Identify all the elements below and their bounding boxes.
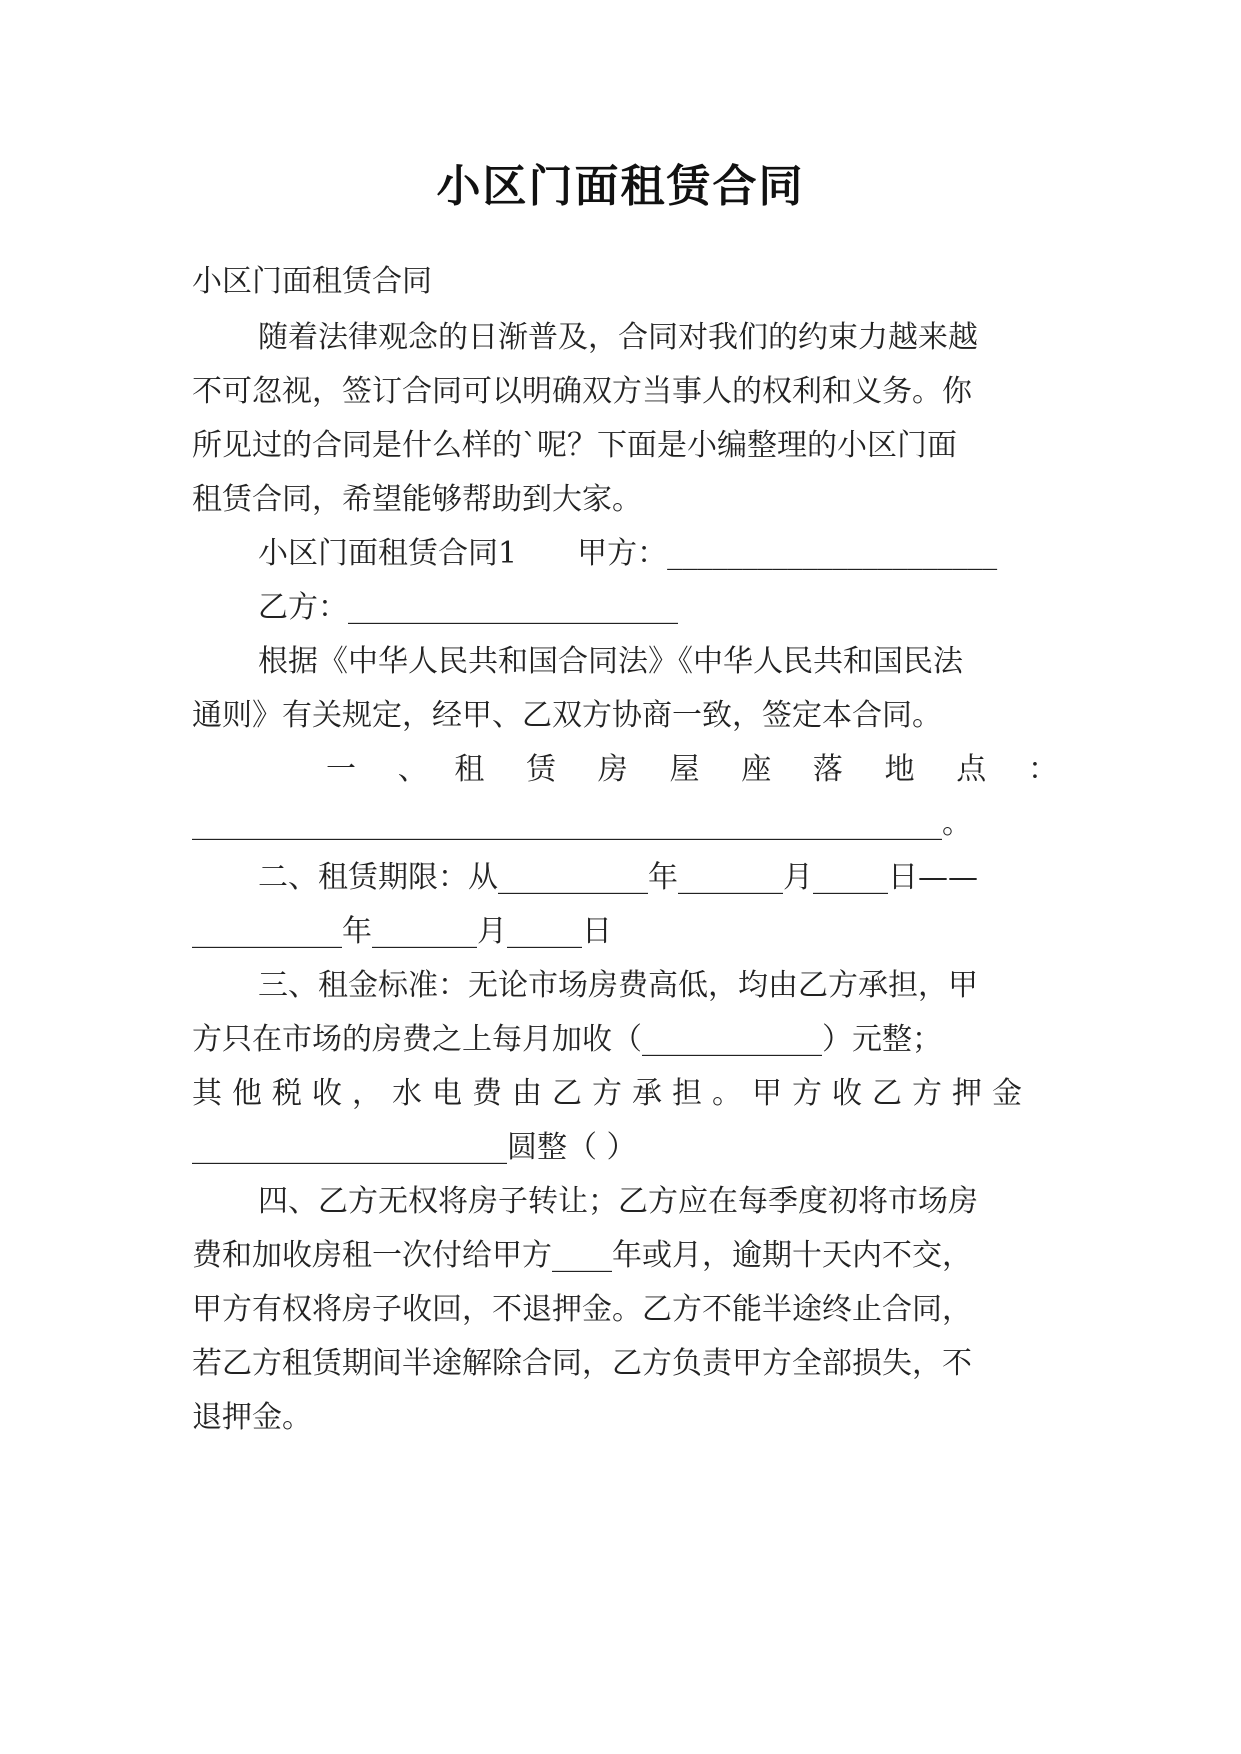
text-line-party-b: 乙方：______________________	[258, 590, 678, 625]
clause-2-line: __________年_______月_____日	[192, 914, 612, 949]
text-line: 通则》有关规定，经甲、乙双方协商一致，签定本合同。	[192, 698, 942, 733]
text-line-party-a: 小区门面租赁合同1 甲方：______________________	[258, 536, 998, 571]
clause-1-heading: 一 、 租 赁 房 屋 座 落 地 点 ：	[326, 752, 1058, 787]
clause-1-blank: __________________________________________________。	[192, 806, 972, 841]
document-title: 小区门面租赁合同	[436, 161, 805, 212]
text-line-heading: 小区门面租赁合同	[192, 264, 432, 299]
clause-4-line: 退押金。	[192, 1400, 312, 1435]
text-line: 所见过的合同是什么样的`呢？下面是小编整理的小区门面	[192, 428, 957, 463]
clause-4-line: 甲方有权将房子收回，不退押金。乙方不能半途终止合同，	[192, 1292, 972, 1327]
clause-4-line: 费和加收房租一次付给甲方____年或月，逾期十天内不交，	[192, 1238, 972, 1273]
clause-3-line: 三、租金标准：无论市场房费高低，均由乙方承担，甲	[258, 968, 978, 1003]
clause-4-line: 四、乙方无权将房子转让；乙方应在每季度初将市场房	[258, 1184, 978, 1219]
clause-2-line: 二、租赁期限：从__________年_______月_____日——	[258, 860, 978, 895]
clause-3-line: _____________________圆整（ ）	[192, 1130, 637, 1165]
clause-4-line: 若乙方租赁期间半途解除合同，乙方负责甲方全部损失，不	[192, 1346, 972, 1381]
text-line: 不可忽视，签订合同可以明确双方当事人的权利和义务。你	[192, 374, 972, 409]
text-line: 根据《中华人民共和国合同法》《中华人民共和国民法	[258, 644, 963, 679]
clause-3-line: 方只在市场的房费之上每月加收（____________）元整；	[192, 1022, 942, 1057]
text-line: 随着法律观念的日渐普及，合同对我们的约束力越来越	[258, 320, 978, 355]
clause-3-line: 其他税收，水电费由乙方承担。甲方收乙方押金	[192, 1076, 1032, 1111]
text-line: 租赁合同，希望能够帮助到大家。	[192, 482, 642, 517]
